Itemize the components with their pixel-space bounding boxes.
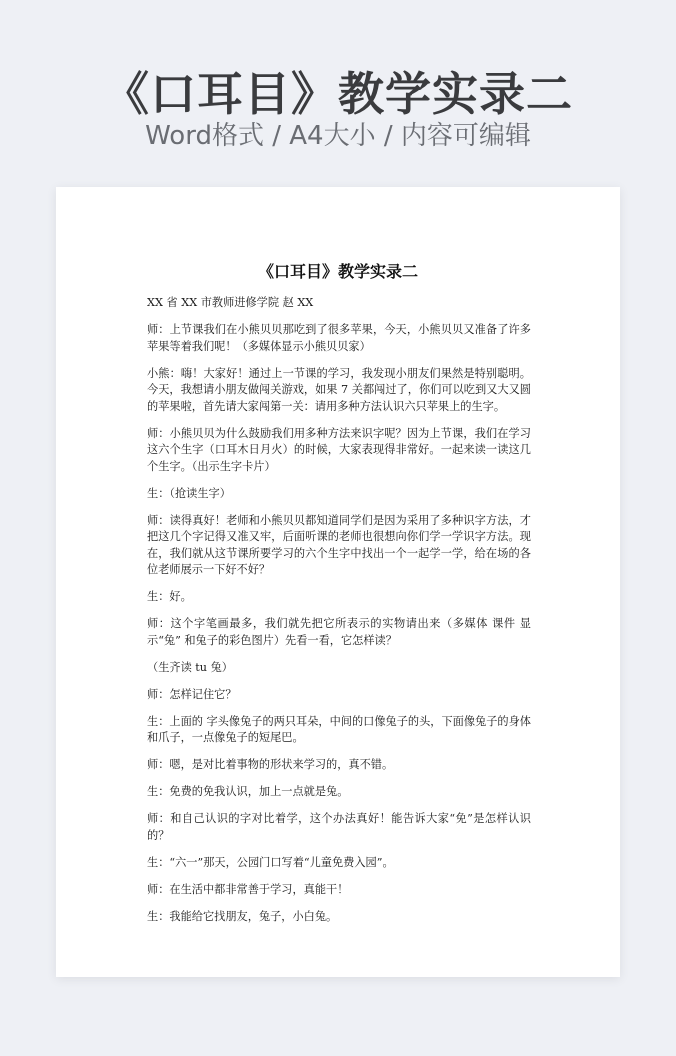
paragraph: 生：“六一”那天，公园门口写着“儿童免费入园”。 — [147, 855, 394, 869]
paragraph: 师：小熊贝贝为什么鼓励我们用多种方法来识字呢？因为上节课，我们在学习这六个生字（口耳木日月火）的时候，大家表现得非常好。一起来读一读这几个生字。（出示生字卡片） — [147, 426, 531, 473]
paragraph: 师：读得真好！老师和小熊贝贝都知道同学们是因为采用了多种识字方法，才把这几个字记得又准又牢，后面听课的老师也很想向你们学一学识字方法。现在，我们就从这节课所要学习的六个生字中找出一个一起学一学，给在场的各位老师展示一下好不好？ — [147, 513, 531, 576]
paragraph: 生：（抢读生字） — [147, 486, 231, 500]
document-body — [147, 295, 531, 936]
paragraph: 师：这个字笔画最多，我们就先把它所表示的实物请出来（多媒体 课件 显示“兔” 和兔子的彩色图片）先看一看，它怎样读？ — [147, 617, 531, 647]
paragraph: 生：好。 — [147, 590, 192, 603]
author-line: XX 省 XX 市教师进修学院 赵 XX — [147, 296, 314, 309]
paragraph: 生：上面的 字头像兔子的两只耳朵，中间的口像兔子的头，下面像兔子的身体和爪子，一点像兔子的短尾巴。 — [147, 714, 531, 744]
paragraph: 师：怎样记住它？ — [147, 687, 237, 701]
banner-subtitle: Word格式 / A4大小 / 内容可编辑 — [145, 121, 531, 151]
paragraph: 小熊：嗨！大家好！通过上一节课的学习，我发现小朋友们果然是特别聪明。今天，我想请小朋友做闯关游戏，如果 7 关都闯过了，你们可以吃到又大又圆的苹果啦，首先请大家闯第一关：请用多种方法认识六只苹果上的生字。 — [147, 366, 531, 413]
paragraph: 师：上节课我们在小熊贝贝那吃到了很多苹果，今天，小熊贝贝又准备了许多苹果等着我们呢！（多媒体显示小熊贝贝家） — [147, 323, 531, 353]
paragraph: 生：我能给它找朋友，兔子，小白兔。 — [147, 909, 338, 923]
paragraph: （生齐读 tu 兔） — [147, 660, 233, 674]
paragraph: 生：免费的免我认识，加上一点就是兔。 — [147, 785, 349, 798]
paragraph: 师：在生活中都非常善于学习，真能干！ — [147, 882, 349, 896]
document-page — [56, 187, 620, 977]
paragraph: 师：和自己认识的字对比着学，这个办法真好！能告诉大家“免”是怎样认识的？ — [147, 812, 531, 842]
paragraph: 师：嗯，是对比着事物的形状来学习的，真不错。 — [147, 758, 394, 771]
banner-title: 《口耳目》教学实录二 — [103, 67, 573, 121]
document-title: 《口耳目》教学实录二 — [257, 262, 418, 281]
